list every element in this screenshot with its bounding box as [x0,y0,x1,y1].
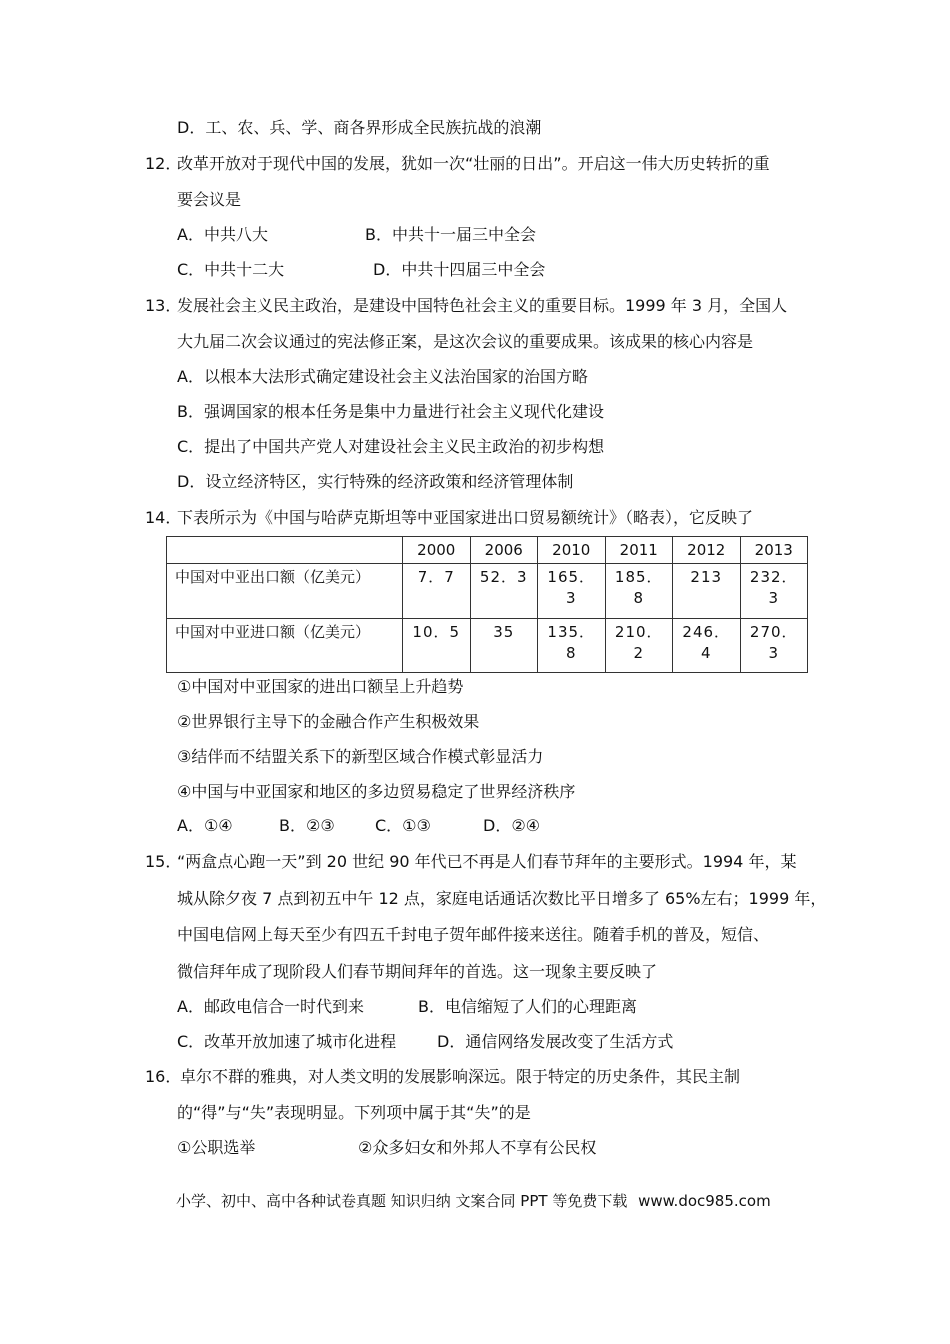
trade-table-row-label: 中国对中亚出口额（亿美元） [167,564,403,619]
trade-table-row-import [167,618,808,673]
trade-table-cell: 165．3 [538,564,606,619]
q12-stem-line-1: 改革开放对于现代中国的发展，犹如一次“壮丽的日出”。开启这一伟大历史转折的重 [177,154,770,173]
q16-number: 16． [145,1067,182,1086]
q14-item-2: ②世界银行主导下的金融合作产生积极效果 [177,712,480,731]
q14-item-1: ①中国对中亚国家的进出口额呈上升趋势 [177,677,464,696]
trade-table-year: 2006 [470,537,538,564]
q15-number: 15． [145,852,182,871]
trade-table-cell: 35 [470,618,538,673]
q15-option-a: A．邮政电信合一时代到来 [177,997,364,1016]
q13-stem-line-1: 发展社会主义民主政治，是建设中国特色社会主义的重要目标。1999 年 3 月，全国人 [177,296,788,315]
trade-table-corner-cell [167,537,403,564]
trade-table-cell: 10．5 [403,618,471,673]
q12-option-d: D．中共十四届三中全会 [373,260,546,279]
trade-table-cell: 7．7 [403,564,471,619]
q15-stem-line-4: 微信拜年成了现阶段人们春节期间拜年的首选。这一现象主要反映了 [177,962,658,981]
q12-number: 12． [145,154,182,173]
q15-stem-line-1: “两盒点心跑一天”到 20 世纪 90 年代已不再是人们春节拜年的主要形式。1994 年，某 [177,852,797,871]
q16-stem-line-2: 的“得”与“失”表现明显。下列项中属于其“失”的是 [177,1103,531,1122]
trade-table-year: 2000 [403,537,471,564]
trade-table-cell: 52．3 [470,564,538,619]
trade-table-header-row [167,537,808,564]
q13-option-b: B．强调国家的根本任务是集中力量进行社会主义现代化建设 [177,402,604,421]
q12-option-b: B．中共十一届三中全会 [365,225,536,244]
trade-table-cell: 135．8 [538,618,606,673]
q12-option-a: A．中共八大 [177,225,268,244]
trade-table-row-export [167,564,808,619]
q15-option-d: D．通信网络发展改变了生活方式 [437,1032,674,1051]
q14-option-a: A．①④ [177,816,233,835]
q14-item-3: ③结伴而不结盟关系下的新型区域合作模式彰显活力 [177,747,544,766]
q15-option-c: C．改革开放加速了城市化进程 [177,1032,397,1051]
q14-option-d: D．②④ [483,816,541,835]
trade-table-cell: 210．2 [605,618,673,673]
q14-stem: 下表所示为《中国与哈萨克斯坦等中亚国家进出口贸易额统计》（略表），它反映了 [177,508,754,527]
q16-item-1: ①公职选举 [177,1138,256,1157]
trade-table [166,536,808,673]
trade-table-year: 2011 [605,537,673,564]
q16-item-2: ②众多妇女和外邦人不享有公民权 [358,1138,597,1157]
trade-table-cell: 213 [673,564,741,619]
trade-table-cell: 232．3 [740,564,808,619]
q12-stem-line-2: 要会议是 [177,190,242,209]
q14-option-c: C．①③ [375,816,431,835]
trade-table-year: 2010 [538,537,606,564]
trade-table-year: 2012 [673,537,741,564]
q14-number: 14． [145,508,182,527]
q13-option-a: A．以根本大法形式确定建设社会主义法治国家的治国方略 [177,367,588,386]
q15-option-b: B．电信缩短了人们的心理距离 [418,997,637,1016]
q13-option-c: C．提出了中国共产党人对建设社会主义民主政治的初步构想 [177,437,605,456]
q11-option-d: D．工、农、兵、学、商各界形成全民族抗战的浪潮 [177,118,542,137]
footer-url[interactable]: www.doc985.com [638,1192,771,1210]
footer-text: 小学、初中、高中各种试卷真题 知识归纳 文案合同 PPT 等免费下载 [176,1192,628,1210]
q13-number: 13． [145,296,182,315]
q16-stem-line-1: 卓尔不群的雅典，对人类文明的发展影响深远。限于特定的历史条件，其民主制 [180,1067,741,1086]
trade-table-row-label: 中国对中亚进口额（亿美元） [167,618,403,673]
page-footer [176,1190,771,1212]
q13-option-d: D．设立经济特区，实行特殊的经济政策和经济管理体制 [177,472,574,491]
q14-option-b: B．②③ [279,816,335,835]
trade-table-cell: 270．3 [740,618,808,673]
q12-option-c: C．中共十二大 [177,260,285,279]
trade-table-cell: 246．4 [673,618,741,673]
q15-stem-line-3: 中国电信网上每天至少有四五千封电子贺年邮件接来送往。随着手机的普及，短信、 [177,925,770,944]
q15-stem-line-2: 城从除夕夜 7 点到初五中午 12 点，家庭电话通话次数比平日增多了 65%左右；1999 年， [177,889,827,908]
q14-item-4: ④中国与中亚国家和地区的多边贸易稳定了世界经济秩序 [177,782,576,801]
trade-table-cell: 185．8 [605,564,673,619]
trade-table-year: 2013 [740,537,808,564]
q13-stem-line-2: 大九届二次会议通过的宪法修正案，是这次会议的重要成果。该成果的核心内容是 [177,332,754,351]
